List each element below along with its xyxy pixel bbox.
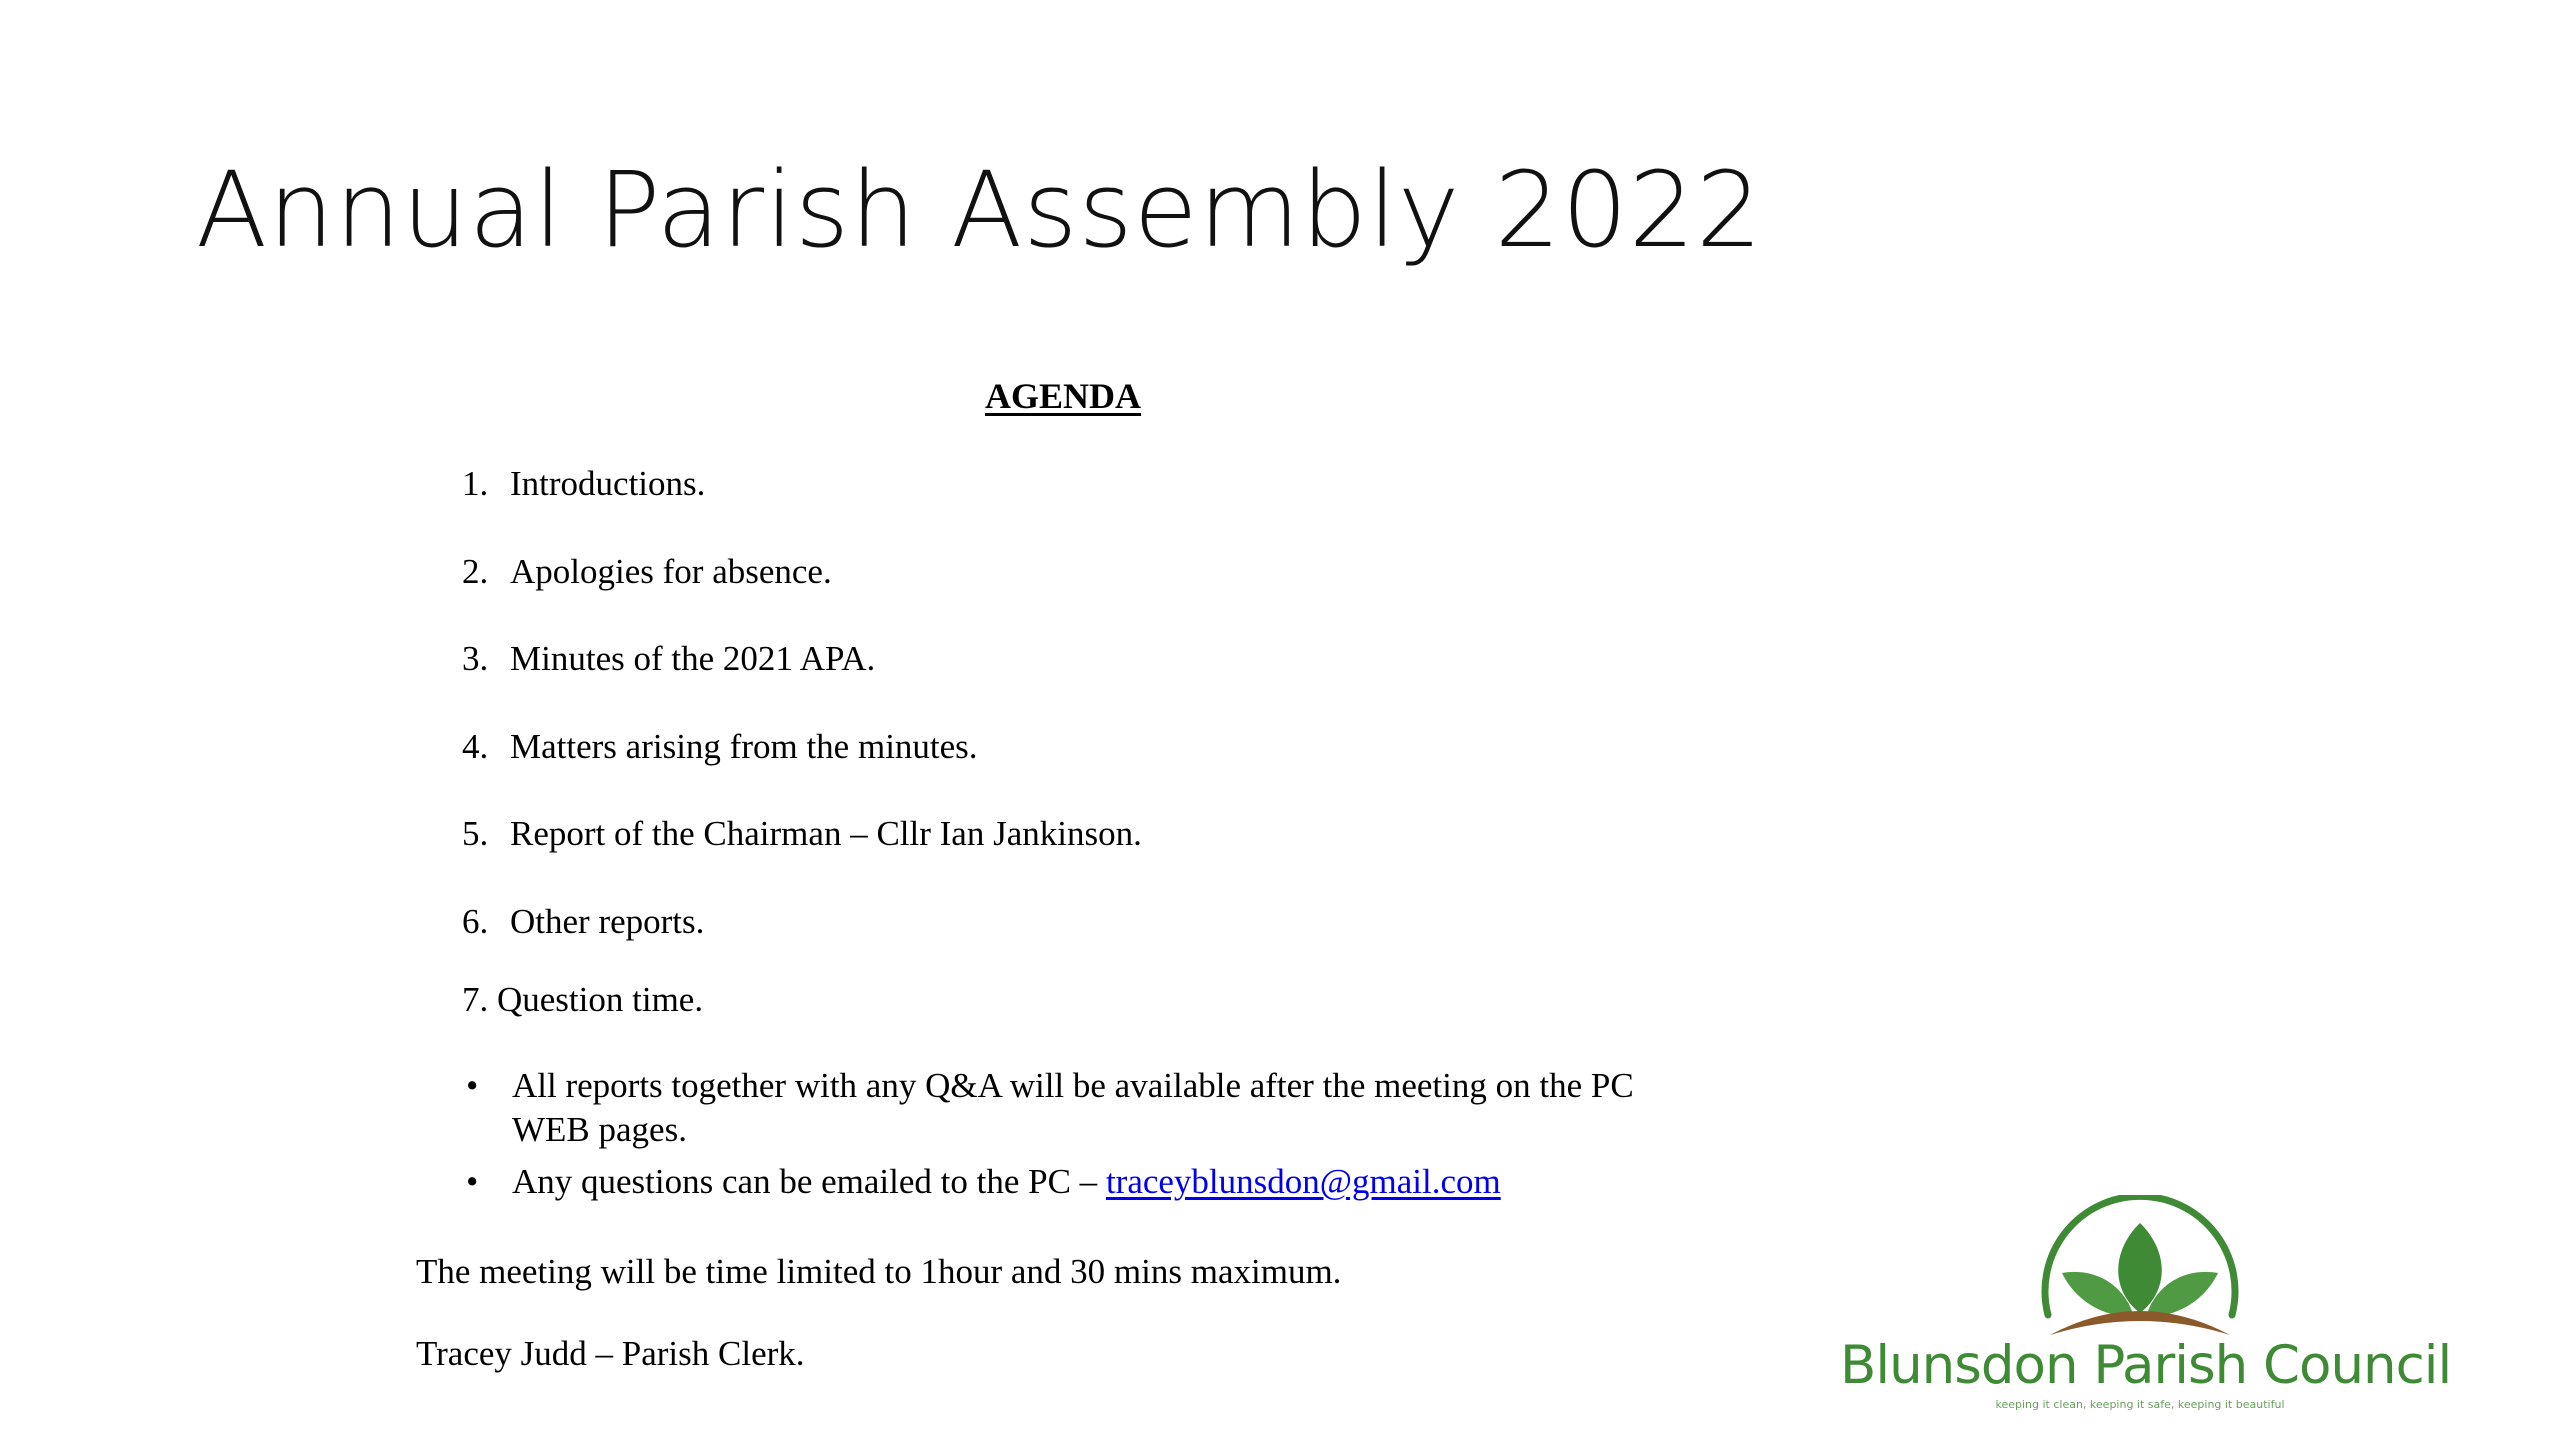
- agenda-item-matters-arising: [462, 725, 1142, 813]
- agenda-item-text: Introductions.: [510, 464, 706, 503]
- logo-name: Blunsdon Parish Council: [1840, 1335, 2452, 1396]
- agenda-item-text: Other reports.: [510, 901, 705, 941]
- agenda-heading: AGENDA: [985, 376, 1142, 416]
- info-bullets: [462, 1064, 1712, 1212]
- agenda-item-number: 6.: [462, 901, 489, 941]
- slide-title: Annual Parish Assembly 2022: [196, 149, 1764, 271]
- agenda-item-text: Minutes of the 2021 APA.: [510, 639, 876, 678]
- bullet-questions: [462, 1160, 1712, 1204]
- agenda-item-number: 2.: [462, 551, 489, 591]
- agenda-item-number: 1.: [462, 464, 489, 503]
- agenda-item-number: 4.: [462, 726, 489, 766]
- time-limit-note: The meeting will be time limited to 1hour and 30 mins maximum.: [416, 1252, 1342, 1291]
- agenda-item-number: 5.: [462, 814, 489, 853]
- agenda-item-text: Matters arising from the minutes.: [510, 726, 978, 766]
- agenda-item-minutes: [462, 637, 1142, 725]
- bullet-dot: •: [466, 1066, 479, 1105]
- bullet-reports: [462, 1064, 1712, 1152]
- agenda-item-text: Report of the Chairman – Cllr Ian Jankinson.: [510, 814, 1142, 853]
- bullet-questions-text: Any questions can be emailed to the PC –: [512, 1162, 1106, 1201]
- agenda-item-number: 3.: [462, 639, 489, 678]
- agenda-item-question-time: 7. Question time.: [462, 980, 704, 1019]
- agenda-item-apologies: [462, 550, 1142, 638]
- agenda-item-other-reports: [462, 900, 1142, 988]
- email-link[interactable]: traceyblunsdon@gmail.com: [1105, 1162, 1501, 1201]
- council-logo: [1840, 1195, 2452, 1415]
- bullet-reports-text: All reports together with any Q&A will be available after the meeting on the PC WEB pages.: [512, 1066, 1634, 1149]
- bullet-dot: •: [466, 1162, 479, 1201]
- agenda-item-chairman-report: [462, 812, 1142, 900]
- logo-tagline: keeping it clean, keeping it safe, keeping it beautiful: [1995, 1398, 2285, 1411]
- agenda-list: [462, 462, 1142, 987]
- clerk-signoff: Tracey Judd – Parish Clerk.: [416, 1334, 805, 1373]
- leaf-emblem-icon: [2030, 1195, 2250, 1345]
- agenda-item-text: Apologies for absence.: [510, 551, 832, 591]
- agenda-item-introductions: [462, 462, 1142, 550]
